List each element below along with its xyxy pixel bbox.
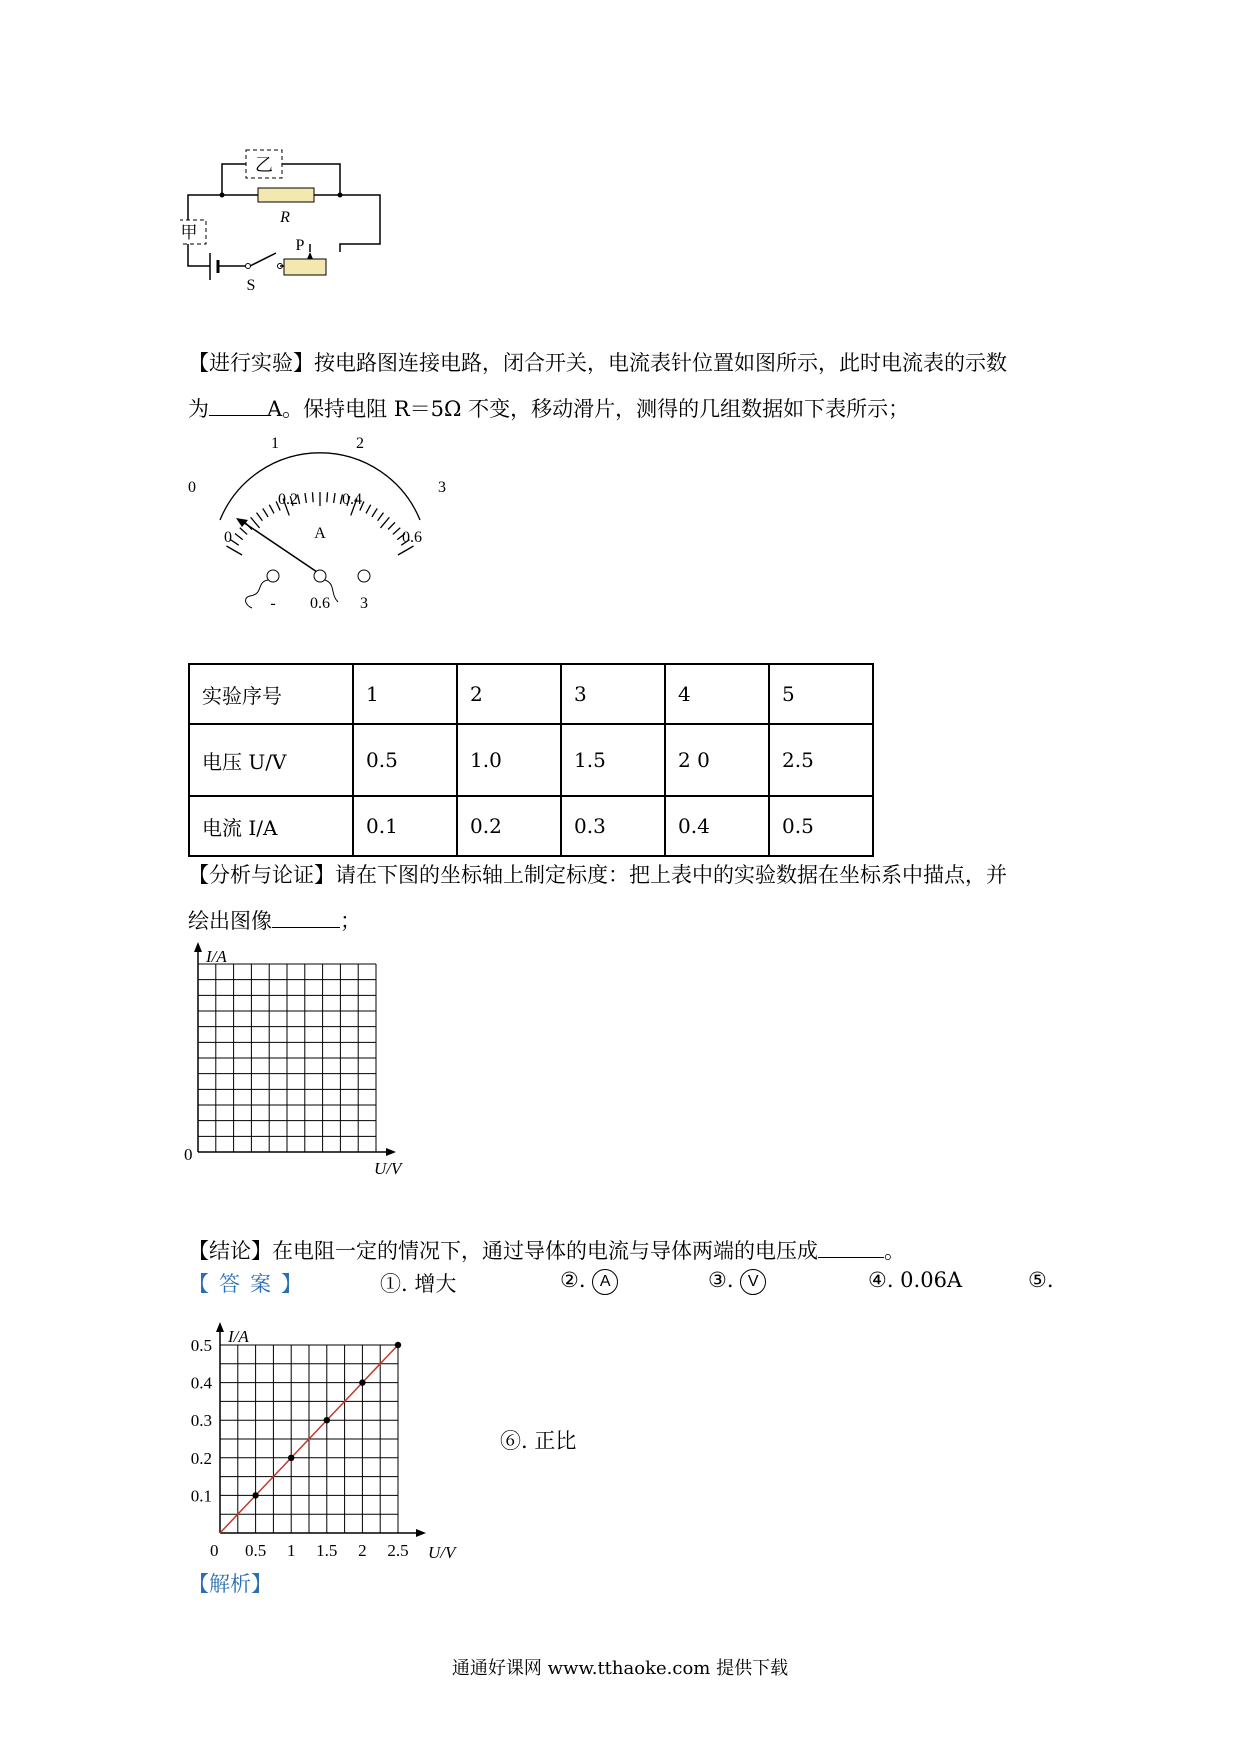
- table-cell: 实验序号: [189, 664, 353, 724]
- analysis-label: 【解析】: [188, 1572, 272, 1596]
- terminal-neg: -: [270, 595, 276, 610]
- ammeter-tick: [393, 528, 400, 535]
- ammeter-tick: [305, 493, 306, 503]
- table-cell: 0.1: [353, 796, 457, 856]
- data-table: [188, 663, 874, 857]
- chart-y-tick-label: 0.5: [190, 1336, 212, 1355]
- ammeter-tick: [312, 492, 313, 502]
- ammeter-tick: [240, 528, 247, 535]
- table-row: [189, 664, 873, 724]
- slider-label: P: [295, 237, 305, 254]
- answer-item-5: ⑤.: [1028, 1268, 1054, 1292]
- chart-x-tick-label: 2: [358, 1541, 367, 1560]
- conclusion-end: 。: [884, 1239, 905, 1263]
- chart-y-tick-label: 0.2: [190, 1448, 212, 1468]
- analysis-line-1: 【分析与论证】请在下图的坐标轴上制定标度：把上表中的实验数据在坐标系中描点，并: [188, 863, 1007, 887]
- ammeter-tick: [257, 513, 263, 521]
- table-cell: 0.5: [769, 796, 873, 856]
- answer-item-3: [708, 1268, 766, 1295]
- ammeter-bottom-06: 0.6: [402, 529, 422, 546]
- answer-item-3-num: ③.: [708, 1268, 734, 1292]
- chart-point: [395, 1342, 401, 1348]
- ammeter-tick: [235, 534, 243, 540]
- table-cell: 电压 U/V: [189, 724, 353, 796]
- ammeter-tick: [372, 508, 377, 516]
- chart-xlabel: U/V: [428, 1543, 456, 1562]
- ammeter-top-1: 1: [271, 435, 279, 452]
- answer-label: 【答案】: [188, 1272, 312, 1296]
- terminal-3: 3: [360, 595, 368, 610]
- ammeter-symbol-icon: A: [592, 1269, 618, 1295]
- analysis-line-2-post: ；: [340, 909, 361, 933]
- table-cell: 1.5: [561, 724, 665, 796]
- empty-grid-xlabel: U/V: [374, 1159, 402, 1178]
- ammeter-tick: [388, 522, 395, 529]
- experiment-line-2-pre: 为: [188, 397, 209, 421]
- analysis-line-2: [188, 898, 1007, 944]
- voltmeter-symbol-icon: V: [740, 1269, 766, 1295]
- ammeter-top-2: 2: [356, 435, 364, 452]
- ammeter-bottom-02: 0.2: [278, 491, 298, 508]
- experiment-paragraph: [188, 340, 1007, 432]
- table-cell: 0.2: [457, 796, 561, 856]
- table-row: [189, 796, 873, 856]
- chart-point: [324, 1417, 330, 1423]
- ammeter-needle: [240, 520, 320, 574]
- chart-x-tick-label: 1.5: [316, 1541, 338, 1560]
- ammeter-unit: A: [314, 525, 326, 542]
- analysis-paragraph: [188, 852, 1007, 944]
- chart-point: [359, 1379, 365, 1385]
- ammeter-tick: [366, 505, 371, 514]
- answer-item-2-num: ②.: [560, 1268, 586, 1292]
- chart-y-tick-label: 0.1: [190, 1486, 212, 1506]
- ammeter-tick: [251, 517, 260, 528]
- conclusion-text: 【结论】在电阻一定的情况下，通过导体的电流与导体两端的电压成: [188, 1239, 818, 1263]
- table-cell: 0.5: [353, 724, 457, 796]
- answer-item-1: ①. 增大: [380, 1272, 457, 1296]
- table-cell: 5: [769, 664, 873, 724]
- ammeter-top-0: 0: [188, 479, 196, 496]
- chart-point: [252, 1492, 258, 1498]
- rheostat: [284, 259, 326, 275]
- table-cell: 0.4: [665, 796, 769, 856]
- empty-grid-origin: 0: [184, 1145, 193, 1164]
- resistor-label: R: [280, 209, 290, 226]
- chart-y-tick-label: 0.3: [190, 1411, 212, 1431]
- table-cell: 2.5: [769, 724, 873, 796]
- chart-origin: 0: [210, 1541, 219, 1560]
- ammeter-tick: [269, 505, 274, 514]
- experiment-line-2-post: A。保持电阻 R＝5Ω 不变，移动滑片，测得的几组数据如下表所示；: [267, 397, 910, 421]
- resistor: [258, 188, 314, 202]
- table-cell: 1: [353, 664, 457, 724]
- chart-x-tick-label: 0.5: [244, 1541, 267, 1560]
- chart-ylabel: I/A: [228, 1327, 249, 1346]
- table-row: [189, 724, 873, 796]
- answer-item-4: ④. 0.06A: [868, 1268, 963, 1292]
- box-yi-label: 乙: [255, 155, 273, 175]
- ammeter-top-3: 3: [438, 479, 446, 496]
- ammeter-tick: [327, 492, 328, 502]
- chart-y-tick-label: 0.4: [190, 1373, 212, 1393]
- circuit-diagram: [180, 140, 400, 300]
- analysis-line-2-pre: 绘出图像: [188, 909, 272, 933]
- ammeter-tick: [334, 493, 335, 503]
- experiment-line-2: [188, 386, 1007, 432]
- ammeter-bottom-04: 0.4: [342, 491, 362, 508]
- table-cell: 电流 I/A: [189, 796, 353, 856]
- ammeter-tick: [226, 546, 242, 555]
- chart-x-tick-label: 2.5: [387, 1541, 409, 1560]
- table-cell: 2 0: [665, 724, 769, 796]
- chart-point: [288, 1455, 294, 1461]
- empty-grid-ylabel: I/A: [206, 947, 227, 966]
- answer-chart: [180, 1320, 480, 1570]
- table-cell: 2: [457, 664, 561, 724]
- answer-row: [188, 1268, 1068, 1308]
- answer-blank-1[interactable]: [209, 389, 267, 416]
- ammeter-tick: [380, 517, 389, 528]
- table-cell: 1.0: [457, 724, 561, 796]
- chart-x-tick-label: 1: [286, 1541, 296, 1560]
- answer-item-2: [560, 1268, 618, 1295]
- table-cell: 4: [665, 664, 769, 724]
- ammeter-tick: [398, 546, 414, 555]
- table-cell: 0.3: [561, 796, 665, 856]
- terminal-06: 0.6: [310, 595, 330, 610]
- answer-blank-3[interactable]: [818, 1231, 884, 1258]
- experiment-line-1: 【进行实验】按电路图连接电路，闭合开关，电流表针位置如图所示，此时电流表的示数: [188, 351, 1007, 375]
- ammeter-bottom-0: 0: [224, 529, 232, 546]
- ammeter-tick: [263, 508, 268, 516]
- ammeter-tick: [378, 513, 384, 521]
- ammeter-dial: [180, 430, 460, 610]
- footer: 通通好课网 www.tthaoke.com 提供下载: [451, 1658, 789, 1679]
- switch-label: S: [246, 277, 256, 294]
- box-jia-label: 甲: [180, 223, 198, 242]
- answer-item-6: ⑥. 正比: [500, 1429, 577, 1453]
- table-cell: 3: [561, 664, 665, 724]
- empty-grid: [180, 940, 430, 1180]
- answer-blank-2[interactable]: [272, 901, 340, 928]
